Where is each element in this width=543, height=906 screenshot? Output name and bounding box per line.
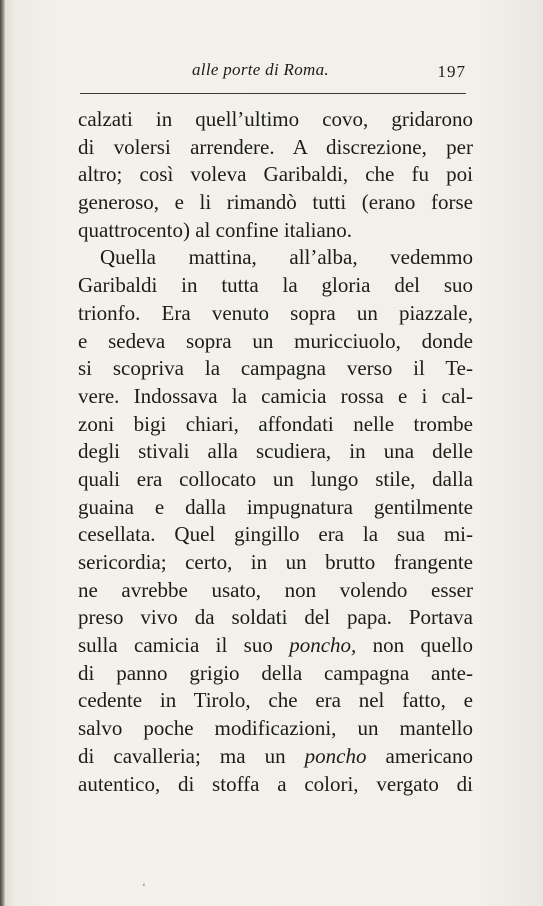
text-line: cesellata. Quel gingillo era la sua mi- [78, 522, 473, 547]
text-line: generoso, e li rimandò tutti (erano forse [78, 190, 473, 215]
text-line-part: americano [366, 743, 473, 768]
text-line: autentico, di stoffa a colori, vergato di [78, 771, 473, 796]
text-line: zoni bigi chiari, affondati nelle trombe [78, 411, 473, 436]
text-line: di panno grigio della campagna ante- [78, 660, 473, 685]
page-number: 197 [437, 62, 466, 81]
header-rule [80, 93, 466, 94]
text-line: si scopriva la campagna verso il Te- [78, 356, 473, 381]
text-line: Quella mattina, all’alba, vedemmo [100, 245, 473, 270]
text-line: vere. Indossava la camicia rossa e i cal- [78, 383, 473, 408]
text-line: trionfo. Era venuto sopra un piazzale, [78, 300, 473, 325]
text-line-part: di cavalleria; ma un [78, 743, 305, 768]
italic-word: poncho, [289, 633, 357, 658]
text-line: degli stivali alla scudiera, in una delle [78, 439, 473, 464]
text-line: ne avrebbe usato, non volendo esser [78, 577, 473, 602]
text-line: sericordia; certo, in un brutto frangente [78, 550, 473, 574]
text-line-part: non quello [356, 633, 473, 658]
text-line: Garibaldi in tutta la gloria del suo [78, 273, 473, 298]
body-text [78, 106, 473, 798]
text-line [78, 632, 473, 660]
paper-speck-mark: ʻ [142, 880, 146, 894]
italic-word: poncho [304, 743, 367, 768]
text-line-part: sulla camicia il suo [78, 633, 290, 658]
text-line: salvo poche modificazioni, un mantello [78, 716, 473, 741]
text-line: calzati in quell’ultimo covo, gridarono [78, 107, 473, 131]
text-line: preso vivo da soldati del papa. Portava [78, 605, 473, 630]
text-line: di volersi arrendere. A discrezione, per [78, 134, 473, 159]
text-line: guaina e dalla impugnatura gentilmente [78, 494, 473, 519]
text-line [78, 743, 473, 771]
text-line: altro; così voleva Garibaldi, che fu poi [78, 162, 473, 187]
page-header [78, 56, 470, 86]
page-binding-edge [0, 0, 5, 906]
running-title: alle porte di Roma. [192, 60, 329, 79]
text-line: cedente in Tirolo, che era nel fatto, e [78, 688, 473, 713]
text-line: quali era collocato un lungo stile, dalla [78, 466, 473, 491]
text-line: quattrocento) al confine italiano. [78, 217, 353, 242]
text-line: e sedeva sopra un muricciuolo, donde [78, 328, 473, 353]
